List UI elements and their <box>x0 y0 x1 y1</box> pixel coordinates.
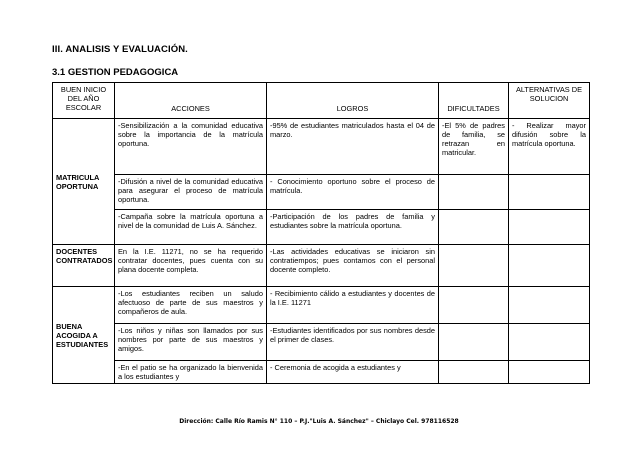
header-logros: LOGROS <box>267 83 439 119</box>
accion-cell: -Los estudiantes reciben un saludo afectuoso de parte de sus maestros y compañeros de aula. <box>115 287 267 324</box>
alternativa-cell <box>509 324 590 361</box>
logro-cell: - Conocimiento oportuno sobre el proceso de matrícula. <box>267 175 439 210</box>
dificultad-cell: -El 5% de padres de familia, se retrazan en matricular. <box>439 119 509 175</box>
accion-cell: -Sensibilización a la comunidad educativa sobre la importancia de la matrícula oportuna. <box>115 119 267 175</box>
dificultad-cell <box>439 361 509 384</box>
header-row <box>53 83 590 119</box>
logro-cell: -95% de estudiantes matriculados hasta el 04 de marzo. <box>267 119 439 175</box>
logro-cell: -Las actividades educativas se iniciaron sin contratiempos; pues contamos con el personal docente completo. <box>267 245 439 287</box>
page-footer: Dirección: Calle Río Ramis N° 110 – P.J."Luis A. Sánchez" – Chiclayo Cel. 978116528 <box>179 418 459 425</box>
alternativa-cell: - Realizar mayor difusión sobre la matrícula oportuna. <box>509 119 590 175</box>
dificultad-cell <box>439 324 509 361</box>
dificultad-cell <box>439 287 509 324</box>
header-alternativas: ALTERNATIVAS DE SOLUCION <box>509 83 590 119</box>
dificultad-cell <box>439 210 509 245</box>
alternativa-cell <box>509 361 590 384</box>
header-dificultades: DIFICULTADES <box>439 83 509 119</box>
alternativa-cell <box>509 287 590 324</box>
evaluation-table <box>52 82 590 384</box>
alternativa-cell <box>509 210 590 245</box>
table-row <box>53 175 590 210</box>
header-buen-inicio: BUEN INICIO DEL AÑO ESCOLAR <box>53 83 115 119</box>
dificultad-cell <box>439 175 509 210</box>
table-row <box>53 210 590 245</box>
accion-cell: -Los niños y niñas son llamados por sus nombres por parte de sus maestros y amigos. <box>115 324 267 361</box>
table-row <box>53 119 590 175</box>
alternativa-cell <box>509 175 590 210</box>
logro-cell: - Ceremonia de acogida a estudiantes y <box>267 361 439 384</box>
table-row <box>53 324 590 361</box>
logro-cell: - Recibimiento cálido a estudiantes y docentes de la I.E. 11271 <box>267 287 439 324</box>
dificultad-cell <box>439 245 509 287</box>
logro-cell: -Participación de los padres de familia y estudiantes sobre la matrícula oportuna. <box>267 210 439 245</box>
alternativa-cell <box>509 245 590 287</box>
accion-cell: -En el patio se ha organizado la bienvenida a los estudiantes y <box>115 361 267 384</box>
section-heading: III. ANALISIS Y EVALUACIÓN. <box>52 44 188 55</box>
category-acogida: BUENA ACOGIDA A ESTUDIANTES <box>53 287 115 384</box>
accion-cell: -Campaña sobre la matrícula oportuna a nivel de la comunidad de Luis A. Sánchez. <box>115 210 267 245</box>
table-row <box>53 287 590 324</box>
category-docentes: DOCENTES CONTRATADOS <box>53 245 115 287</box>
category-matricula: MATRICULA OPORTUNA <box>53 119 115 245</box>
accion-cell: En la I.E. 11271, no se ha requerido contratar docentes, pues cuenta con su plana docente completa. <box>115 245 267 287</box>
logro-cell: -Estudiantes identificados por sus nombres desde el primer de clases. <box>267 324 439 361</box>
accion-cell: -Difusión a nivel de la comunidad educativa para asegurar el proceso de matrícula oportuna. <box>115 175 267 210</box>
table-row <box>53 245 590 287</box>
header-acciones: ACCIONES <box>115 83 267 119</box>
subsection-heading: 3.1 GESTION PEDAGOGICA <box>52 67 179 78</box>
table-row <box>53 361 590 384</box>
